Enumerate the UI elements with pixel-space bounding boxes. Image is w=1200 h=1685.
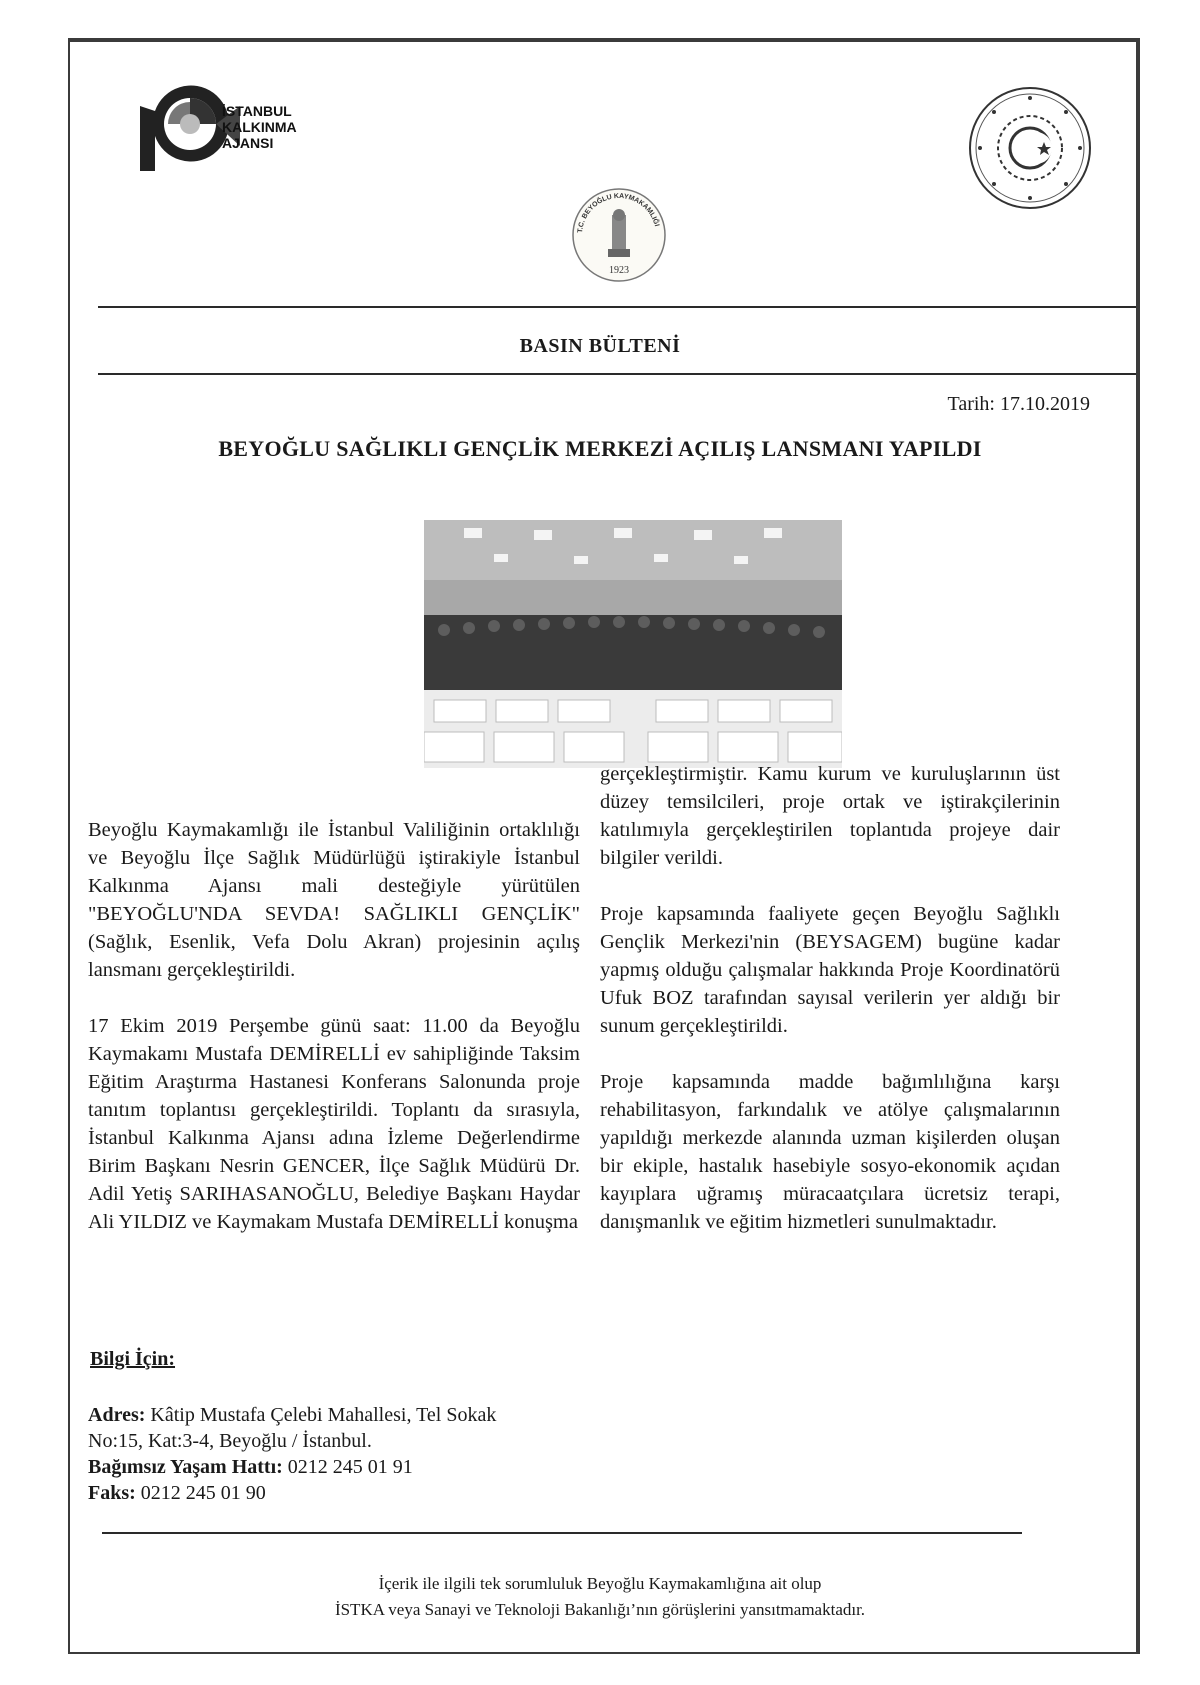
- kaymakam-seal-top-text: T.C. BEYOĞLU KAYMAKAMLIĞI: [577, 192, 660, 234]
- headline: BEYOĞLU SAĞLIKLI GENÇLİK MERKEZİ AÇILIŞ LANSMANI YAPILDI: [218, 436, 982, 461]
- fax-value: 0212 245 01 90: [135, 1482, 266, 1504]
- bulletin-label: BASIN BÜLTENİ: [519, 335, 681, 357]
- contact-info-title: Bilgi İçin:: [90, 1348, 176, 1370]
- subheader-rule: [98, 373, 1136, 375]
- group-photo: [424, 520, 842, 768]
- fax-label: Faks:: [88, 1482, 136, 1504]
- kaymakam-seal-year: 1923: [609, 265, 629, 276]
- fax-line: [88, 1480, 496, 1506]
- ministry-seal-icon: [966, 84, 1094, 212]
- footer-rule: [102, 1532, 1022, 1534]
- disclaimer-footer: [0, 1571, 1200, 1623]
- address-label: Adres:: [88, 1404, 146, 1426]
- hotline-label: Bağımsız Yaşam Hattı:: [88, 1456, 283, 1478]
- address-line-1: [88, 1402, 496, 1428]
- body-left-column: [88, 816, 580, 1264]
- hotline-value: 0212 245 01 91: [282, 1456, 413, 1478]
- body-paragraph: gerçekleştirmiştir. Kamu kurum ve kuruluşlarının üst düzey temsilcileri, proje ortak ve iştirakçilerinin katılımıyla gerçekleştirilen toplantıda projeye dair bilgiler verildi.: [600, 763, 1060, 869]
- body-right-column: [600, 760, 1060, 1264]
- istka-logo-text-3: AJANSI: [222, 135, 274, 151]
- kaymakam-seal-icon: [560, 185, 678, 285]
- header-rule: [98, 306, 1136, 308]
- body-paragraph: Proje kapsamında faaliyete geçen Beyoğlu Sağlıklı Gençlik Merkezi'nin (BEYSAGEM) bugüne kadar yapmış olduğu çalışmalar hakkında Proje Koordinatörü Ufuk BOZ tarafından sayısal verilerin yer aldığı bir sunum gerçekleştirildi.: [600, 903, 1060, 1037]
- body-paragraph: Proje kapsamında madde bağımlılığına karşı rehabilitasyon, farkındalık ve atölye çalışmalarının yapıldığı merkezde alanında uzman kişilerden oluşan bir ekiple, hastalık hasebiyle sosyo-ekonomik açıdan kayıplara uğramış müracaatçılara ücretsiz terapi, danışmanlık ve eğitim hizmetleri sunulmaktadır.: [600, 1071, 1060, 1233]
- bulletin-date: Tarih: 17.10.2019: [947, 393, 1090, 415]
- istka-logo-text-2: KALKINMA: [222, 119, 297, 135]
- body-paragraph: Beyoğlu Kaymakamlığı ile İstanbul Valiliğinin ortaklılığı ve Beyoğlu İlçe Sağlık Müdürlüğü iştirakiyle İstanbul Kalkınma Ajansı mali desteğiyle yürütülen "BEYOĞLU'NDA SEVDA! SAĞLIKLI GENÇLİK" (Sağlık, Esenlik, Vefa Dolu Akran) projesinin açılış lansmanı gerçekleştirildi.: [88, 819, 580, 981]
- disclaimer-line-2: İSTKA veya Sanayi ve Teknoloji Bakanlığı’nın görüşlerini yansıtmamaktadır.: [334, 1600, 866, 1619]
- address-value: Kâtip Mustafa Çelebi Mahallesi, Tel Sokak: [145, 1404, 497, 1426]
- address-line-2: No:15, Kat:3-4, Beyoğlu / İstanbul.: [88, 1430, 372, 1452]
- body-paragraph: 17 Ekim 2019 Perşembe günü saat: 11.00 da Beyoğlu Kaymakamı Mustafa DEMİRELLİ ev sahipliğinde Taksim Eğitim Araştırma Hastanesi Konferans Salonunda proje tanıtım toplantısı gerçekleştirildi. Toplantı da sırasıyla, İstanbul Kalkınma Ajansı adına İzleme Değerlendirme Birim Başkanı Nesrin GENCER, İlçe Sağlık Müdürü Dr. Adil Yetiş SARIHASANOĞLU, Belediye Başkanı Haydar Ali YILDIZ ve Kaymakam Mustafa DEMİRELLİ konuşma: [88, 1015, 580, 1233]
- contact-info: [88, 1402, 496, 1506]
- hotline-line: [88, 1454, 496, 1480]
- disclaimer-line-1: İçerik ile ilgili tek sorumluluk Beyoğlu Kaymakamlığına ait olup: [378, 1574, 822, 1593]
- istka-logo: [140, 76, 315, 171]
- istka-logo-text-1: İSTANBUL: [222, 103, 292, 119]
